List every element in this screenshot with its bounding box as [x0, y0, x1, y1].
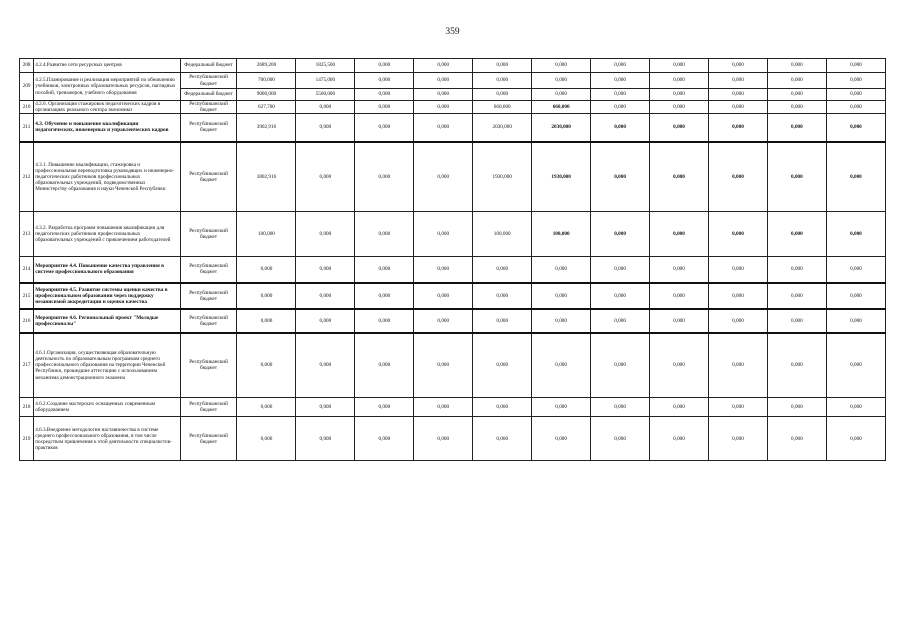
amount-cell: 0,000	[650, 283, 709, 309]
amount-cell: 0,000	[650, 417, 709, 461]
amount-cell: 0,000	[650, 212, 709, 257]
amount-cell: 0,000	[532, 257, 591, 283]
table-row	[20, 212, 886, 257]
table-row	[20, 417, 886, 461]
amount-cell: 0,000	[237, 283, 296, 309]
amount-cell: 0,000	[355, 212, 414, 257]
table-row	[20, 59, 886, 73]
activity-name: 4.6.2.Создание мастерских оснащенных современным оборудованием	[34, 398, 180, 417]
amount-cell: 0,000	[767, 142, 826, 212]
activity-name: Мероприятие 4.4. Повышение качества управления в системе профессионального образования	[34, 257, 180, 283]
amount-cell: 700,000	[237, 73, 296, 89]
amount-cell: 0,000	[767, 59, 826, 73]
row-number: 214	[20, 257, 34, 283]
amount-cell: 0,000	[355, 283, 414, 309]
amount-cell: 0,000	[708, 257, 767, 283]
amount-cell: 627,700	[237, 101, 296, 114]
amount-cell: 100,000	[473, 212, 532, 257]
amount-cell: 0,000	[650, 114, 709, 142]
amount-cell: 0,000	[591, 89, 650, 101]
funding-source: Республиканский бюджет	[180, 142, 237, 212]
amount-cell: 0,000	[473, 398, 532, 417]
amount-cell: 0,000	[826, 89, 885, 101]
amount-cell: 0,000	[355, 417, 414, 461]
amount-cell: 0,000	[355, 398, 414, 417]
amount-cell: 0,000	[355, 101, 414, 114]
row-number: 209	[20, 73, 34, 101]
amount-cell: 0,000	[296, 309, 355, 333]
amount-cell: 0,000	[826, 398, 885, 417]
amount-cell: 0,000	[591, 114, 650, 142]
table-row	[20, 73, 886, 89]
amount-cell: 0,000	[532, 398, 591, 417]
amount-cell: 0,000	[532, 283, 591, 309]
row-number: 215	[20, 283, 34, 309]
table-row	[20, 309, 886, 333]
amount-cell: 0,000	[355, 309, 414, 333]
funding-source: Республиканский бюджет	[180, 257, 237, 283]
amount-cell: 0,000	[591, 101, 650, 114]
amount-cell: 0,000	[767, 333, 826, 398]
amount-cell: 0,000	[591, 283, 650, 309]
amount-cell: 1825,500	[296, 59, 355, 73]
amount-cell: 0,000	[708, 309, 767, 333]
amount-cell: 0,000	[650, 89, 709, 101]
amount-cell: 0,000	[591, 59, 650, 73]
amount-cell: 0,000	[767, 398, 826, 417]
amount-cell: 0,000	[296, 212, 355, 257]
amount-cell: 0,000	[826, 417, 885, 461]
row-number: 218	[20, 398, 34, 417]
row-number: 217	[20, 333, 34, 398]
amount-cell: 0,000	[826, 59, 885, 73]
amount-cell: 0,000	[355, 114, 414, 142]
amount-cell: 0,000	[414, 89, 473, 101]
amount-cell: 0,000	[414, 142, 473, 212]
amount-cell: 0,000	[414, 212, 473, 257]
amount-cell: 0,000	[473, 417, 532, 461]
amount-cell: 0,000	[414, 73, 473, 89]
amount-cell: 0,000	[296, 142, 355, 212]
amount-cell: 0,000	[237, 417, 296, 461]
amount-cell: 1475,000	[296, 73, 355, 89]
funding-source: Республиканский бюджет	[180, 101, 237, 114]
amount-cell: 0,000	[237, 333, 296, 398]
activity-name: 4.2.6. Организация стажировок педагогических кадров в организациях реального сектора экономики	[34, 101, 180, 114]
amount-cell: 0,000	[414, 101, 473, 114]
amount-cell: 0,000	[414, 333, 473, 398]
amount-cell: 0,000	[767, 283, 826, 309]
amount-cell: 0,000	[708, 59, 767, 73]
amount-cell: 0,000	[767, 212, 826, 257]
amount-cell: 0,000	[767, 101, 826, 114]
amount-cell: 0,000	[296, 283, 355, 309]
activity-name: 4.2.5.Планирование и реализация мероприятий по обновлению учебников, электронных образовательных ресурсов, наглядных пособий, тренажеров, учебного оборудования	[34, 73, 180, 101]
amount-cell: 0,000	[650, 101, 709, 114]
amount-cell: 0,000	[826, 309, 885, 333]
amount-cell: 0,000	[237, 309, 296, 333]
amount-cell: 3802,916	[237, 142, 296, 212]
row-number: 216	[20, 309, 34, 333]
amount-cell: 2689,200	[237, 59, 296, 73]
activity-name: 4.6.3.Внедрение методологии наставничества в системе среднего профессионального образования, в том числе посредством привлечения к этой деятельности специалистов-практиков	[34, 417, 180, 461]
amount-cell: 0,000	[473, 73, 532, 89]
amount-cell: 0,000	[414, 309, 473, 333]
table-row	[20, 398, 886, 417]
funding-source: Республиканский бюджет	[180, 114, 237, 142]
amount-cell: 660,000	[473, 101, 532, 114]
activity-name: Мероприятие 4.6. Региональный проект "Молодые профессионалы"	[34, 309, 180, 333]
table-row	[20, 101, 886, 114]
amount-cell: 100,000	[237, 212, 296, 257]
amount-cell: 0,000	[532, 89, 591, 101]
amount-cell: 0,000	[414, 114, 473, 142]
funding-source: Республиканский бюджет	[180, 212, 237, 257]
row-number: 210	[20, 101, 34, 114]
page-number: 359	[445, 27, 460, 37]
amount-cell: 0,000	[591, 417, 650, 461]
activity-name: 4.6.1.Организация, осуществляющая образовательную деятельность по образовательным программам среднего профессионального образования на территории Чеченской Республики, прошедшие аттестацию с использованием механизма демонстрационного экзамена	[34, 333, 180, 398]
amount-cell: 0,000	[650, 333, 709, 398]
amount-cell: 5500,000	[296, 89, 355, 101]
amount-cell: 0,000	[708, 333, 767, 398]
amount-cell: 0,000	[296, 114, 355, 142]
amount-cell: 0,000	[532, 73, 591, 89]
amount-cell: 0,000	[826, 101, 885, 114]
amount-cell: 0,000	[355, 333, 414, 398]
amount-cell: 0,000	[826, 114, 885, 142]
funding-source: Республиканский бюджет	[180, 333, 237, 398]
amount-cell: 0,000	[473, 309, 532, 333]
amount-cell: 0,000	[826, 257, 885, 283]
amount-cell: 0,000	[355, 73, 414, 89]
amount-cell: 0,000	[767, 73, 826, 89]
amount-cell: 0,000	[414, 417, 473, 461]
amount-cell: 0,000	[473, 89, 532, 101]
row-number: 213	[20, 212, 34, 257]
amount-cell: 0,000	[473, 59, 532, 73]
funding-source: Республиканский бюджет	[180, 283, 237, 309]
amount-cell: 0,000	[296, 101, 355, 114]
row-number: 212	[20, 142, 34, 212]
amount-cell: 660,000	[532, 101, 591, 114]
amount-cell: 3902,916	[237, 114, 296, 142]
activity-name: 4.3.2. Разработка программ повышения квалификации для педагогических работников профессиональных образовательных учреждений с привлечением работодателей	[34, 212, 180, 257]
amount-cell: 0,000	[767, 89, 826, 101]
activity-name: Мероприятие 4.5. Развитие системы оценки качества в профессиональном образовании через поддержку независимой аккредитации и оценки качества	[34, 283, 180, 309]
amount-cell: 0,000	[591, 212, 650, 257]
amount-cell: 0,000	[296, 333, 355, 398]
amount-cell: 0,000	[708, 114, 767, 142]
amount-cell: 0,000	[708, 212, 767, 257]
amount-cell: 0,000	[650, 398, 709, 417]
amount-cell: 100,000	[532, 212, 591, 257]
amount-cell: 0,000	[708, 89, 767, 101]
amount-cell: 1930,000	[473, 142, 532, 212]
budget-table	[19, 58, 886, 461]
amount-cell: 0,000	[414, 283, 473, 309]
amount-cell: 0,000	[708, 73, 767, 89]
amount-cell: 0,000	[591, 333, 650, 398]
table-row	[20, 257, 886, 283]
amount-cell: 0,000	[767, 417, 826, 461]
amount-cell: 0,000	[532, 333, 591, 398]
funding-source: Республиканский бюджет	[180, 417, 237, 461]
table-row	[20, 283, 886, 309]
row-number: 211	[20, 114, 34, 142]
amount-cell: 1930,000	[532, 142, 591, 212]
amount-cell: 0,000	[826, 212, 885, 257]
amount-cell: 0,000	[473, 257, 532, 283]
amount-cell: 0,000	[826, 333, 885, 398]
amount-cell: 0,000	[237, 257, 296, 283]
amount-cell: 0,000	[532, 417, 591, 461]
funding-source: Республиканский бюджет	[180, 398, 237, 417]
table-row	[20, 142, 886, 212]
amount-cell: 0,000	[414, 257, 473, 283]
amount-cell: 0,000	[591, 257, 650, 283]
table-row	[20, 114, 886, 142]
amount-cell: 0,000	[414, 398, 473, 417]
amount-cell: 0,000	[355, 89, 414, 101]
amount-cell: 0,000	[708, 142, 767, 212]
amount-cell: 0,000	[473, 333, 532, 398]
amount-cell: 0,000	[296, 257, 355, 283]
amount-cell: 0,000	[591, 142, 650, 212]
amount-cell: 2030,000	[473, 114, 532, 142]
amount-cell: 0,000	[532, 59, 591, 73]
amount-cell: 0,000	[826, 142, 885, 212]
amount-cell: 0,000	[591, 398, 650, 417]
amount-cell: 0,000	[650, 59, 709, 73]
activity-name: 4.2.4.Развитие сети ресурсных центров	[34, 59, 180, 73]
funding-source: Республиканский бюджет	[180, 309, 237, 333]
amount-cell: 0,000	[708, 283, 767, 309]
amount-cell: 2030,000	[532, 114, 591, 142]
amount-cell: 0,000	[650, 73, 709, 89]
amount-cell: 0,000	[532, 309, 591, 333]
activity-name: 4.3.1. Повышение квалификации, стажировка и профессиональная переподготовка руководящих и инженерно-педагогических работников профессиональных образовательных учреждений, подведомственных Министерству образования и науки Чеченской Республики	[34, 142, 180, 212]
row-number: 219	[20, 417, 34, 461]
amount-cell: 0,000	[473, 283, 532, 309]
amount-cell: 0,000	[237, 398, 296, 417]
funding-source: Федеральный бюджет	[180, 89, 237, 101]
amount-cell: 0,000	[826, 283, 885, 309]
amount-cell: 0,000	[826, 73, 885, 89]
amount-cell: 0,000	[296, 398, 355, 417]
amount-cell: 0,000	[650, 309, 709, 333]
amount-cell: 0,000	[708, 101, 767, 114]
amount-cell: 0,000	[708, 398, 767, 417]
amount-cell: 0,000	[650, 142, 709, 212]
amount-cell: 0,000	[355, 257, 414, 283]
amount-cell: 0,000	[591, 309, 650, 333]
amount-cell: 0,000	[355, 59, 414, 73]
amount-cell: 0,000	[708, 417, 767, 461]
amount-cell: 0,000	[767, 114, 826, 142]
amount-cell: 0,000	[355, 142, 414, 212]
amount-cell: 0,000	[650, 257, 709, 283]
amount-cell: 0,000	[767, 257, 826, 283]
amount-cell: 0,000	[414, 59, 473, 73]
row-number: 208	[20, 59, 34, 73]
table-row	[20, 333, 886, 398]
amount-cell: 0,000	[767, 309, 826, 333]
funding-source: Республиканский бюджет	[180, 73, 237, 89]
funding-source: Федеральный бюджет	[180, 59, 237, 73]
amount-cell: 0,000	[296, 417, 355, 461]
amount-cell: 9000,000	[237, 89, 296, 101]
activity-name: 4.3. Обучение и повышение квалификации педагогических, инженерных и управленческих кадров	[34, 114, 180, 142]
amount-cell: 0,000	[591, 73, 650, 89]
